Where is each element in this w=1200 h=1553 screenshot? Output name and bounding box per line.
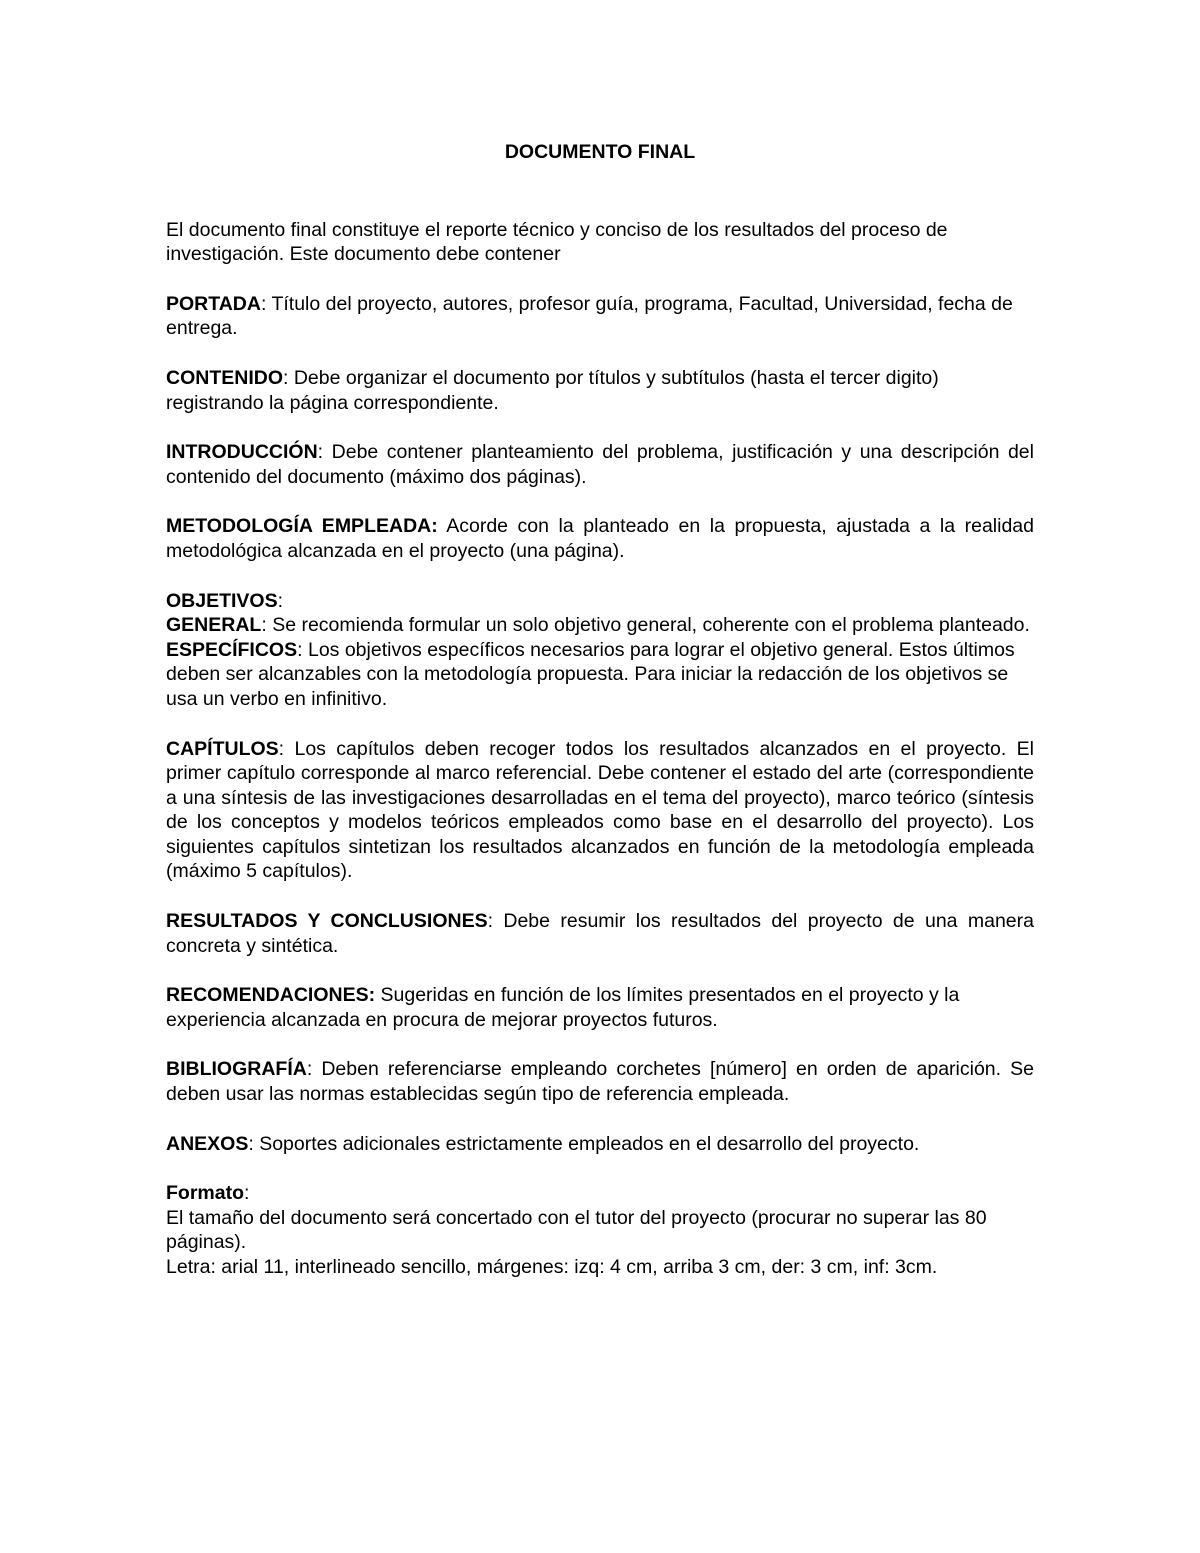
anexos-text: Soportes adicionales estrictamente empleados en el desarrollo del proyecto. (259, 1132, 920, 1155)
formato-heading-line (166, 1181, 1034, 1206)
resultados-section (166, 909, 1034, 958)
portada-section (166, 292, 1034, 341)
document-title: DOCUMENTO FINAL (504, 141, 696, 163)
objetivos-heading-line (166, 589, 1034, 614)
introduccion-text: Debe contener planteamiento del problema, justificación y una descripción del contenido del documento (máximo dos páginas). (166, 441, 1034, 488)
recomendaciones-text: Sugeridas en función de los límites presentados en el proyecto y la experiencia alcanzada en procura de mejorar proyectos futuros. (166, 984, 960, 1031)
resultados-text: Debe resumir los resultados del proyecto de una manera concreta y sintética. (166, 910, 1034, 957)
recomendaciones-heading: RECOMENDACIONES: (166, 984, 376, 1007)
portada-heading: PORTADA (166, 292, 261, 315)
bibliografia-text: Deben referenciarse empleando corchetes [número] en orden de aparición. Se deben usar las normas establecidas según tipo de referencia empleada. (166, 1058, 1034, 1106)
metodologia-separator (438, 515, 446, 537)
bibliografia-separator: : (306, 1058, 322, 1081)
objetivos-separator: : (277, 589, 284, 612)
formato-font-line: Letra: arial 11, interlineado sencillo, márgenes: izq: 4 cm, arriba 3 cm, der: 3 cm, inf: 3cm. (166, 1256, 938, 1278)
capitulos-separator: : (278, 737, 295, 760)
capitulos-text: Los capítulos deben recoger todos los resultados alcanzados en el proyecto. El primer capítulo corresponde al marco referencial. Debe contener el estado del arte (correspondiente a una síntesis de las investigaciones desarrolladas en el tema del proyecto), marco teórico (síntesis de los conceptos y modelos teóricos empleados como base en el desarrollo del proyecto). Los siguientes capítulos sintetizan los resultados alcanzados en función de la metodología empleada (máximo 5 capítulos). (166, 737, 1034, 883)
introduccion-separator: : (317, 441, 332, 464)
objetivo-general-text: Se recomienda formular un solo objetivo general, coherente con el problema planteado. (272, 614, 1030, 637)
contenido-heading: CONTENIDO (166, 366, 283, 389)
introduccion-section (166, 440, 1034, 489)
anexos-heading: ANEXOS (166, 1132, 249, 1155)
recomendaciones-section (166, 983, 1034, 1032)
capitulos-section (166, 737, 1034, 885)
anexos-separator: : (248, 1132, 260, 1155)
resultados-separator: : (487, 910, 504, 933)
introduccion-heading: INTRODUCCIÓN (166, 441, 318, 464)
formato-size-line: El tamaño del documento será concertado con el tutor del proyecto (procurar no superar las 80 páginas). (166, 1206, 987, 1254)
objetivo-general-section (166, 613, 1034, 638)
bibliografia-heading: BIBLIOGRAFÍA (166, 1058, 307, 1081)
objetivo-general-heading: GENERAL (166, 614, 262, 637)
document-page (166, 140, 1034, 1280)
objetivos-especificos-text: Los objetivos específicos necesarios para lograr el objetivo general. Estos últimos deben ser alcanzables con la metodología propuesta. Para iniciar la redacción de los objetivos se usa un verbo en infinitivo. (166, 638, 1015, 710)
formato-separator: : (244, 1182, 250, 1205)
capitulos-heading: CAPÍTULOS (166, 737, 279, 760)
metodologia-section (166, 514, 1034, 563)
anexos-section (166, 1132, 1034, 1157)
contenido-text: Debe organizar el documento por títulos y subtítulos (hasta el tercer digito) registrando la página correspondiente. (166, 366, 939, 414)
objetivos-especificos-separator: : (297, 638, 308, 661)
resultados-heading: RESULTADOS Y CONCLUSIONES (166, 910, 488, 933)
metodologia-heading: METODOLOGÍA EMPLEADA: (166, 515, 438, 538)
formato-heading: Formato (166, 1182, 244, 1205)
objetivos-especificos-section (166, 638, 1034, 712)
portada-text: Título del proyecto, autores, profesor guía, programa, Facultad, Universidad, fecha de entrega. (166, 292, 1013, 340)
objetivos-especificos-heading: ESPECÍFICOS (166, 638, 298, 661)
objetivos-heading: OBJETIVOS (166, 589, 278, 612)
contenido-separator: : (283, 366, 294, 389)
objetivo-general-separator: : (261, 614, 273, 637)
intro-paragraph: El documento final constituye el reporte técnico y conciso de los resultados del proceso de investigación. Este documento debe contener (166, 218, 948, 266)
bibliografia-section (166, 1057, 1034, 1106)
portada-separator: : (260, 292, 272, 315)
contenido-section (166, 366, 1034, 415)
metodologia-text: Acorde con la planteado en la propuesta, ajustada a la realidad metodológica alcanzada en el proyecto (una página). (166, 515, 1035, 562)
